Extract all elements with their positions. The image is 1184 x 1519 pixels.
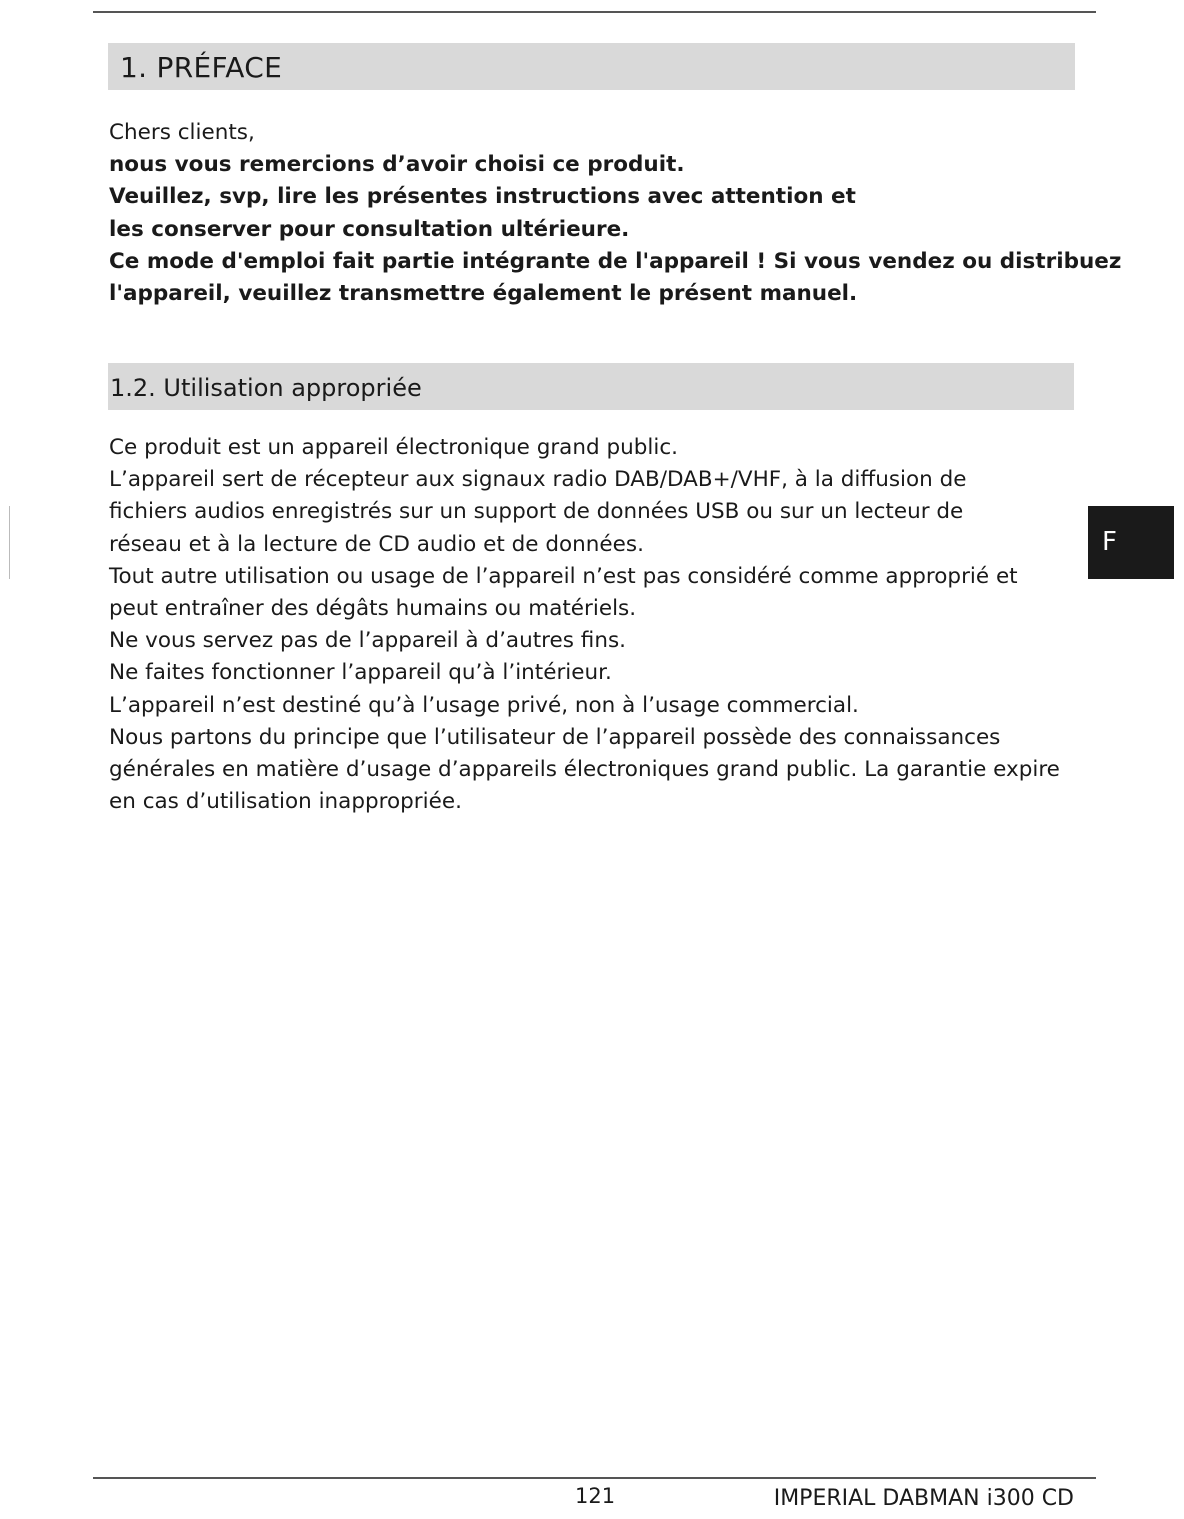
usage-line: L’appareil sert de récepteur aux signaux radio DAB/DAB+/VHF, à la diffusion de [109,467,967,493]
usage-line: Ce produit est un appareil électronique grand public. [109,435,678,460]
usage-line: Ne faites fonctionner l’appareil qu’à l’intérieur. [109,660,612,686]
footer-rule [93,1477,1096,1479]
usage-line: générales en matière d’usage d’appareils électroniques grand public. La garantie expire [109,756,1060,782]
usage-line: Tout autre utilisation ou usage de l’appareil n’est pas considéré comme approprié et [109,563,1018,589]
usage-line: Ne vous servez pas de l’appareil à d’autres fins. [109,628,626,654]
preface-text [109,117,1122,310]
usage-line: L’appareil n’est destiné qu’à l’usage privé, non à l’usage commercial. [109,692,859,718]
preface-line: les conserver pour consultation ultérieure. [109,216,630,242]
preface-line: l'appareil, veuillez transmettre également le présent manuel. [109,280,858,306]
margin-mark [9,506,10,579]
usage-line: peut entraîner des dégâts humains ou matériels. [109,595,637,621]
usage-text [109,432,1084,818]
preface-greeting: Chers clients, [109,120,255,145]
usage-line: en cas d’utilisation inappropriée. [109,789,462,815]
preface-line: Ce mode d'emploi fait partie intégrante de l'appareil ! Si vous vendez ou distribuez [109,248,1122,274]
page-number: 121 [575,1484,616,1508]
product-name: IMPERIAL DABMAN i300 CD [773,1486,1074,1511]
section-heading-usage: 1.2. Utilisation appropriée [110,374,422,402]
language-tab: F [1088,506,1174,579]
section-heading-preface: 1. PRÉFACE [120,51,283,84]
usage-line: fichiers audios enregistrés sur un support de données USB ou sur un lecteur de [109,499,964,525]
usage-line: réseau et à la lecture de CD audio et de données. [109,531,644,557]
section-heading-bar-preface [108,43,1075,90]
preface-line: nous vous remercions d’avoir choisi ce produit. [109,152,685,178]
header-rule [93,11,1096,13]
section-heading-bar-usage [108,363,1074,410]
preface-line: Veuillez, svp, lire les présentes instructions avec attention et [109,184,856,210]
usage-line: Nous partons du principe que l’utilisateur de l’appareil possède des connaissances [109,724,1001,750]
